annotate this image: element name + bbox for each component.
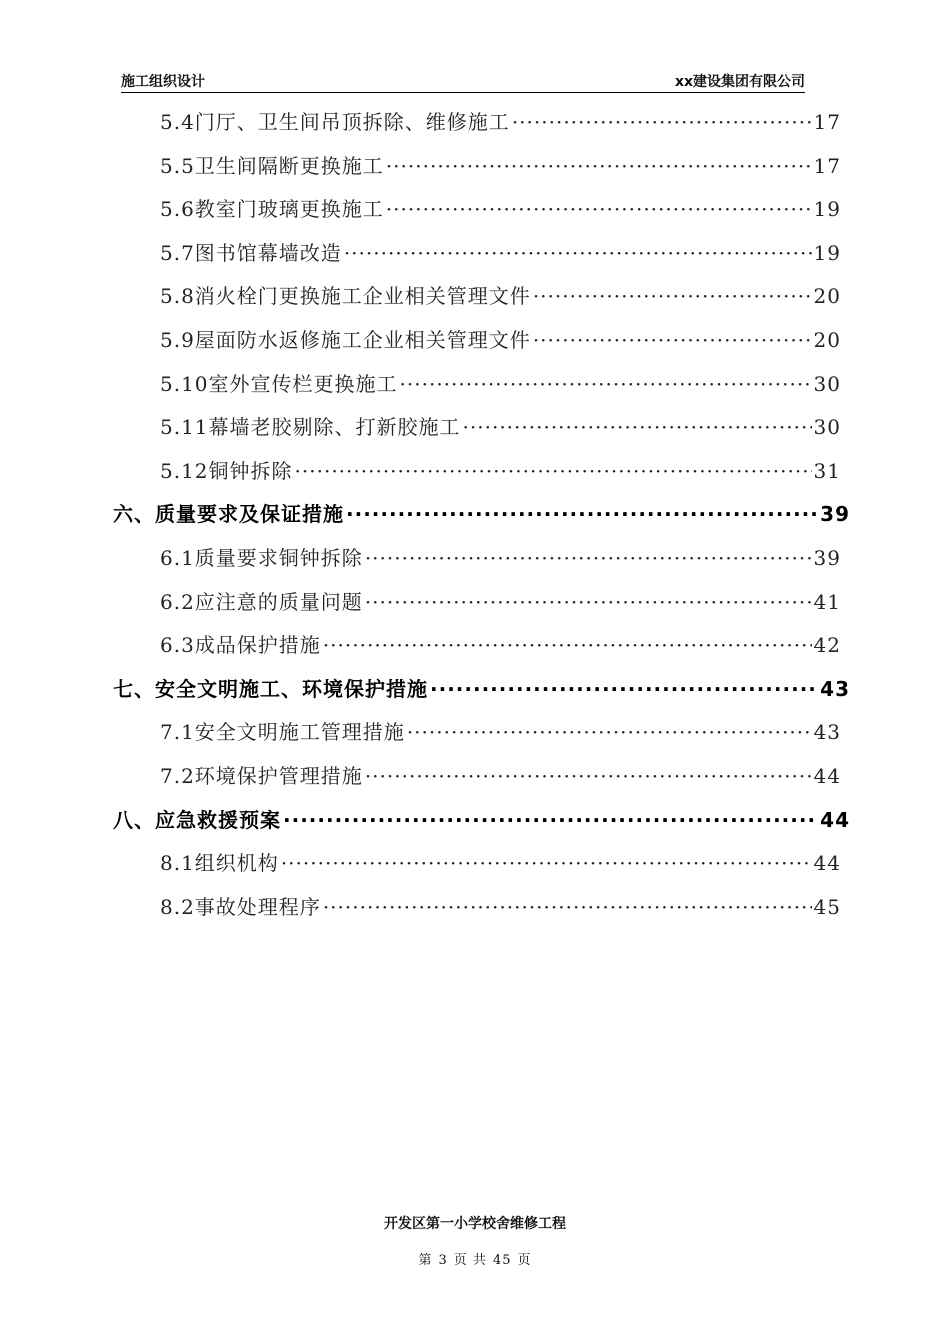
toc-entry[interactable] <box>160 847 841 876</box>
toc-dot-leader <box>463 415 812 439</box>
toc-entry-title: 5.11幕墙老胶剔除、打新胶施工 <box>160 415 461 440</box>
toc-entry-title: 八、应急救援预案 <box>113 807 281 832</box>
toc-entry[interactable] <box>160 716 841 745</box>
toc-entry-title: 5.8消火栓门更换施工企业相关管理文件 <box>160 284 531 309</box>
toc-entry-page: 39 <box>820 502 850 527</box>
toc-entry-title: 5.9屋面防水返修施工企业相关管理文件 <box>160 328 531 352</box>
page-header <box>121 70 805 93</box>
toc-entry-title: 7.2环境保护管理措施 <box>160 764 363 788</box>
toc-entry-page: 30 <box>813 371 841 396</box>
toc-entry-title: 6.1质量要求铜钟拆除 <box>160 546 363 570</box>
toc-entry-page: 39 <box>813 546 841 570</box>
footer-project-name: 开发区第一小学校舍维修工程 <box>384 1216 566 1232</box>
toc-entry[interactable] <box>160 891 841 920</box>
toc-entry-title: 5.4门厅、卫生间吊顶拆除、维修施工 <box>160 110 510 134</box>
toc-entry-title: 5.6教室门玻璃更换施工 <box>160 197 384 222</box>
page-total: 45 <box>492 1253 512 1268</box>
toc-dot-leader <box>365 764 812 788</box>
toc-entry-title: 5.10室外宣传栏更换施工 <box>160 371 398 396</box>
toc-entry[interactable] <box>113 673 850 702</box>
toc-dot-leader <box>386 197 812 221</box>
toc-entry-title: 六、质量要求及保证措施 <box>113 502 344 527</box>
toc-entry[interactable] <box>160 193 841 222</box>
toc-entry-title: 5.7图书馆幕墙改造 <box>160 240 342 265</box>
header-company: xx建设集团有限公司 <box>674 74 805 90</box>
toc-entry-title: 七、安全文明施工、环境保护措施 <box>113 676 428 701</box>
toc-entry-page: 43 <box>813 720 841 745</box>
toc-entry[interactable] <box>160 106 841 135</box>
toc-dot-leader <box>365 590 812 614</box>
toc-entry-title: 8.2事故处理程序 <box>160 894 321 919</box>
toc-entry[interactable] <box>160 324 841 353</box>
toc-entry[interactable] <box>113 498 850 527</box>
toc-dot-leader <box>400 372 812 396</box>
toc-entry-page: 31 <box>813 458 841 483</box>
toc-entry-page: 30 <box>813 415 841 440</box>
toc-entry-page: 43 <box>820 676 850 701</box>
footer-page-number <box>0 1249 950 1268</box>
toc-dot-leader <box>533 328 812 352</box>
toc-entry[interactable] <box>160 411 841 440</box>
toc-entry-page: 45 <box>813 894 841 919</box>
toc-entry-page: 19 <box>813 240 841 265</box>
toc-entry[interactable] <box>160 237 841 266</box>
toc-entry[interactable] <box>160 542 841 571</box>
toc-dot-leader <box>430 677 818 701</box>
toc-entry-page: 41 <box>813 589 841 614</box>
toc-entry-page: 44 <box>813 764 841 788</box>
toc-dot-leader <box>281 851 812 875</box>
toc-entry[interactable] <box>160 280 841 309</box>
toc-entry-title: 7.1安全文明施工管理措施 <box>160 720 405 745</box>
toc-entry[interactable] <box>160 150 841 179</box>
toc-entry-page: 42 <box>813 633 841 658</box>
toc-entry-page: 20 <box>813 284 841 309</box>
toc-dot-leader <box>407 720 812 744</box>
page-mid: 页 共 <box>453 1253 487 1268</box>
toc-entry-page: 17 <box>813 110 841 134</box>
toc-dot-leader <box>323 633 812 657</box>
toc-dot-leader <box>295 459 812 483</box>
toc-entry[interactable] <box>160 586 841 615</box>
toc-entry-page: 19 <box>813 197 841 222</box>
toc-entry-title: 8.1组织机构 <box>160 851 279 876</box>
toc-entry[interactable] <box>160 455 841 484</box>
toc-dot-leader <box>533 284 812 308</box>
toc-dot-leader <box>283 808 818 832</box>
toc-dot-leader <box>386 154 812 178</box>
page-current: 3 <box>438 1253 448 1268</box>
toc-entry-page: 44 <box>820 807 850 832</box>
toc-dot-leader <box>346 502 818 526</box>
toc-entry-title: 5.12铜钟拆除 <box>160 458 293 483</box>
header-doc-type: 施工组织设计 <box>121 74 205 90</box>
toc-dot-leader <box>512 110 812 134</box>
toc-entry[interactable] <box>113 804 850 833</box>
toc-entry-page: 17 <box>813 153 841 178</box>
toc-dot-leader <box>323 895 812 919</box>
page-suffix: 页 <box>517 1253 532 1268</box>
toc-entry-page: 20 <box>813 328 841 352</box>
toc-entry-title: 5.5卫生间隔断更换施工 <box>160 153 384 178</box>
toc-entry-title: 6.3成品保护措施 <box>160 633 321 658</box>
toc-entry[interactable] <box>160 629 841 658</box>
toc-entry-title: 6.2应注意的质量问题 <box>160 589 363 614</box>
toc-entry[interactable] <box>160 760 841 789</box>
page-prefix: 第 <box>418 1253 433 1268</box>
toc-entry-page: 44 <box>813 851 841 876</box>
toc-dot-leader <box>365 546 812 570</box>
toc-dot-leader <box>344 241 812 265</box>
toc-entry[interactable] <box>160 368 841 397</box>
